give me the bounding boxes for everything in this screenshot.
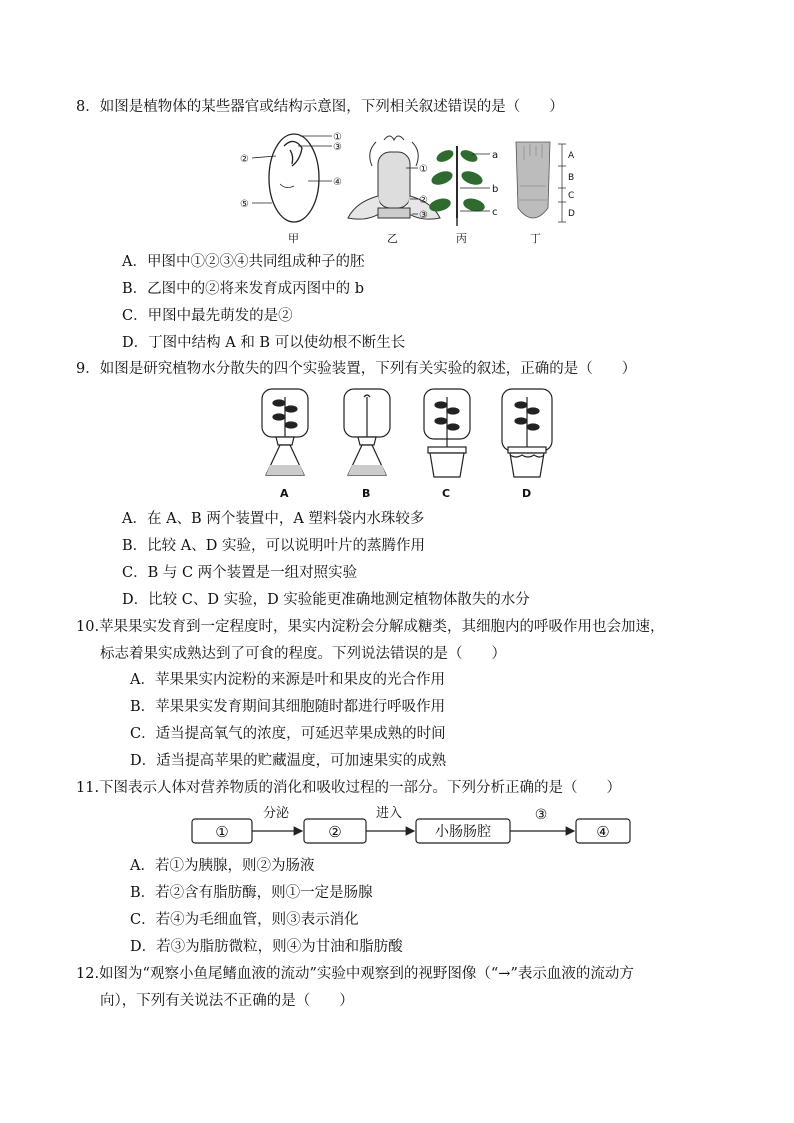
apparatus-d [502,389,552,477]
q11-option-d: D．若③为脂肪微粒，则④为甘油和脂肪酸 [130,939,403,955]
q11-flowchart [186,803,636,849]
q10-stem-line2: 标志着果实成熟达到了可食的程度。下列说法错误的是（ ） [100,646,506,662]
q9-option-b: B．比较 A、D 实验，可以说明叶片的蒸腾作用 [122,538,425,554]
q10-option-c: C．适当提高氧气的浓度，可延迟苹果成熟的时间 [130,726,446,742]
q10-stem-line1: 10.苹果果实发育到一定程度时，果实内淀粉会分解成糖类，其细胞内的呼吸作用也会加速， [76,619,665,635]
bud-diagram-yi [348,136,440,219]
yi-label-1: ① [419,164,428,175]
ding-label-c: C [568,191,575,201]
caption-bing: 丙 [456,232,467,245]
caption-jia: 甲 [288,232,299,245]
q8-figure [232,126,582,248]
jia-label-1: ① [333,132,342,143]
q11-option-c: C．若④为毛细血管，则③表示消化 [130,912,359,928]
q8-option-c: C．甲图中最先萌发的是② [122,308,293,324]
flow-arrow-3-label: ③ [534,807,548,823]
q12-stem-line2: 向），下列有关说法不正确的是（ ） [100,993,354,1009]
flow-box-3-label: 小肠肠腔 [435,824,491,840]
flow-box-1-label: ① [215,823,229,841]
jia-label-4: ④ [333,177,342,188]
q11-option-b: B．若②含有脂肪酶，则①一定是肠腺 [130,885,373,901]
q10-option-b: B．苹果果实发育期间其细胞随时都进行呼吸作用 [130,699,446,715]
yi-label-3: ③ [419,210,428,221]
ding-label-b: B [568,173,575,183]
flow-arrow-2-label: 进入 [375,806,403,821]
q9-option-a: A．在 A、B 两个装置中，A 塑料袋内水珠较多 [122,511,425,527]
q8-option-d: D．丁图中结构 A 和 B 可以使幼根不断生长 [122,335,406,351]
q9-stem: 9．如图是研究植物水分散失的四个实验装置，下列有关实验的叙述，正确的是（ ） [76,361,637,377]
apparatus-label-a: A [280,487,289,500]
caption-yi: 乙 [387,232,398,245]
q11-stem: 11.下图表示人体对营养物质的消化和吸收过程的一部分。下列分析正确的是（ ） [76,780,622,796]
seed-diagram-jia [269,134,319,222]
q9-figure [252,385,572,503]
q8-option-b: B．乙图中的②将来发育成丙图中的 b [122,281,365,297]
caption-ding: 丁 [530,232,541,245]
q8-stem: 8．如图是植物体的某些器官或结构示意图，下列相关叙述错误的是（ ） [76,99,564,115]
ding-label-a: A [568,151,575,161]
jia-label-5: ⑤ [240,199,249,210]
flow-arrow-1-label: 分泌 [262,806,290,821]
bing-label-b: b [492,184,499,195]
q9-option-d: D．比较 C、D 实验，D 实验能更准确地测定植物体散失的水分 [122,592,530,608]
apparatus-label-d: D [522,487,532,500]
q10-option-d: D．适当提高苹果的贮藏温度，可加速果实的成熟 [130,753,447,769]
ding-label-d: D [568,209,575,219]
bing-label-a: a [492,150,499,161]
q12-stem-line1: 12.如图为“观察小鱼尾鳍血液的流动”实验中观察到的视野图像（“→”表示血液的流动方 [76,966,634,982]
jia-label-2: ② [240,154,249,165]
q11-option-a: A．若①为胰腺，则②为肠液 [130,858,315,874]
bing-label-c: c [492,207,498,218]
flow-box-2-label: ② [328,823,342,841]
root-tip-diagram-ding [516,142,550,218]
q10-option-a: A．苹果果实内淀粉的来源是叶和果皮的光合作用 [130,672,445,688]
jia-label-3: ③ [333,142,342,153]
apparatus-b [344,389,390,475]
flow-box-4-label: ④ [596,823,610,841]
apparatus-c [424,389,470,477]
q9-option-c: C．B 与 C 两个装置是一组对照实验 [122,565,358,581]
apparatus-a [262,389,308,475]
yi-label-2: ② [419,195,428,206]
apparatus-label-b: B [362,487,371,500]
apparatus-label-c: C [442,487,451,500]
q8-option-a: A．甲图中①②③④共同组成种子的胚 [122,254,365,270]
